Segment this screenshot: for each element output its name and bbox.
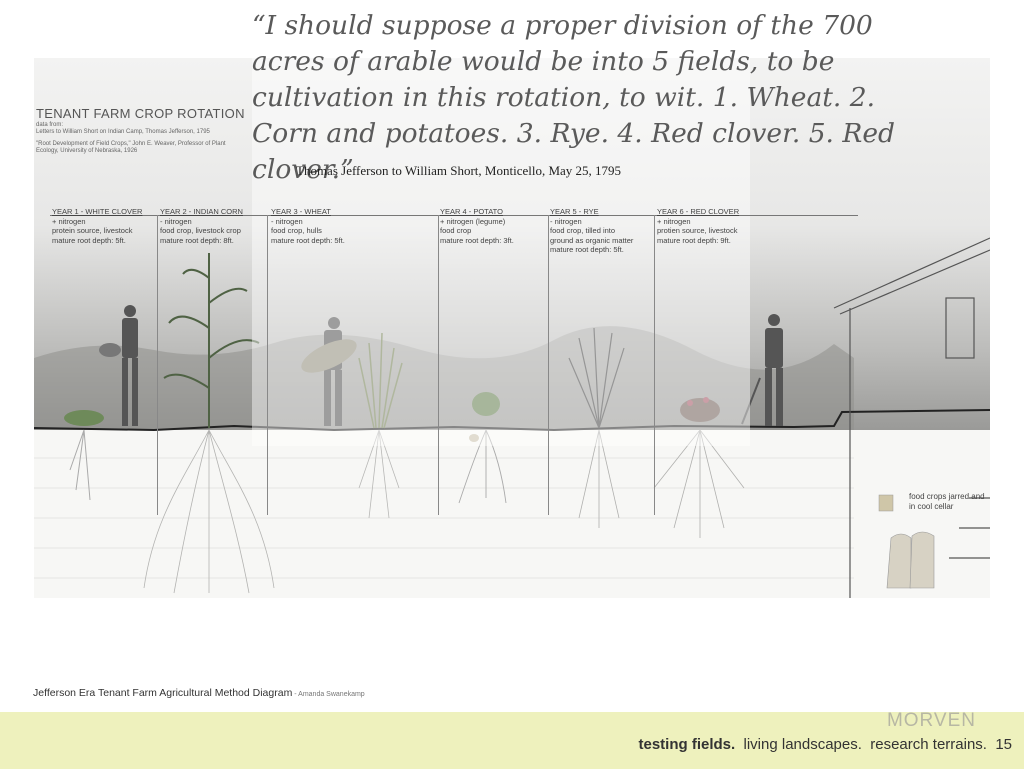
- year-use: food crop, livestock crop: [160, 226, 241, 235]
- corn-roots: [144, 430, 274, 593]
- caption-text: Jefferson Era Tenant Farm Agricultural Method Diagram: [33, 687, 293, 699]
- year-heading: YEAR 5 - RYE: [550, 207, 599, 216]
- tagline-bold: testing fields.: [638, 736, 736, 753]
- white-clover-plant: [64, 410, 104, 500]
- jar-icon: [879, 495, 893, 511]
- year-heading: YEAR 1 - WHITE CLOVER: [52, 207, 143, 216]
- cellar-note-line-2: in cool cellar: [909, 502, 954, 511]
- year-nitrogen: + nitrogen (legume): [440, 216, 506, 226]
- footer-tagline: [638, 736, 1012, 753]
- quote-attribution: Thomas Jefferson to William Short, Monticello, May 25, 1795: [296, 163, 622, 178]
- jefferson-quote: “I should suppose a proper division of the 700 acres of arable would be into 5 fields, to be cultivation in this rotation, to wit. 1. Wheat. 2. Corn and potatoes. 3. Rye. 4. Red clover. 5. Red clover.”: [252, 10, 896, 185]
- year-divider: [654, 215, 655, 515]
- year-root-depth: mature root depth: 9ft.: [657, 235, 731, 245]
- cellar-note-line-1: food crops jarred and: [909, 492, 985, 501]
- red-clover-roots: [654, 430, 744, 538]
- year-nitrogen: - nitrogen: [550, 216, 582, 226]
- food-sacks: [887, 532, 934, 588]
- legend-title: TENANT FARM CROP ROTATION: [36, 106, 245, 121]
- year-use-cont: ground as organic matter: [550, 235, 634, 245]
- year-divider: [438, 215, 439, 515]
- year-divider: [548, 215, 549, 515]
- page-number: 15: [995, 736, 1012, 753]
- year-heading: YEAR 4 - POTATO: [440, 207, 503, 216]
- year-nitrogen: + nitrogen: [657, 216, 691, 226]
- cellar-note: [909, 492, 999, 512]
- year-heading: YEAR 2 - INDIAN CORN: [160, 207, 243, 216]
- year-use: food crop: [440, 226, 472, 235]
- year-divider: [267, 215, 268, 515]
- year-heading: YEAR 3 - WHEAT: [271, 207, 331, 216]
- year-use: protein source, livestock: [52, 226, 133, 235]
- year-root-depth: mature root depth: 5ft.: [550, 245, 624, 254]
- figure-caption: [33, 687, 365, 699]
- year-divider: [157, 215, 158, 515]
- brand-wordmark: MORVEN: [886, 710, 976, 731]
- year-root-depth: mature root depth: 8ft.: [160, 235, 234, 245]
- footer-bar: [0, 712, 1024, 769]
- year-use: food crop, hulls: [271, 226, 322, 235]
- year-nitrogen: - nitrogen: [160, 216, 192, 226]
- year-use: protien source, livestock: [657, 226, 738, 235]
- legend-source-2: "Root Development of Field Crops," John E. Weaver, Professor of Plant Ecology, University of Nebraska, 1926: [36, 141, 226, 154]
- year-use: food crop, tilled into: [550, 226, 616, 235]
- year-nitrogen: + nitrogen: [52, 216, 86, 226]
- year-nitrogen: - nitrogen: [271, 216, 303, 226]
- caption-author: - Amanda Swanekamp: [292, 691, 365, 698]
- year-root-depth: mature root depth: 3ft.: [440, 235, 514, 245]
- year-heading: YEAR 6 - RED CLOVER: [657, 207, 740, 216]
- legend-source-1: Letters to William Short on Indian Camp, Thomas Jefferson, 1795: [36, 129, 210, 135]
- year-3-column: [271, 207, 401, 245]
- legend-data-from: data from:: [36, 122, 64, 128]
- tagline-rest: living landscapes. research terrains.: [735, 736, 987, 753]
- year-root-depth: mature root depth: 5ft.: [52, 235, 126, 245]
- year-root-depth: mature root depth: 5ft.: [271, 235, 345, 245]
- year-6-column: [657, 207, 787, 245]
